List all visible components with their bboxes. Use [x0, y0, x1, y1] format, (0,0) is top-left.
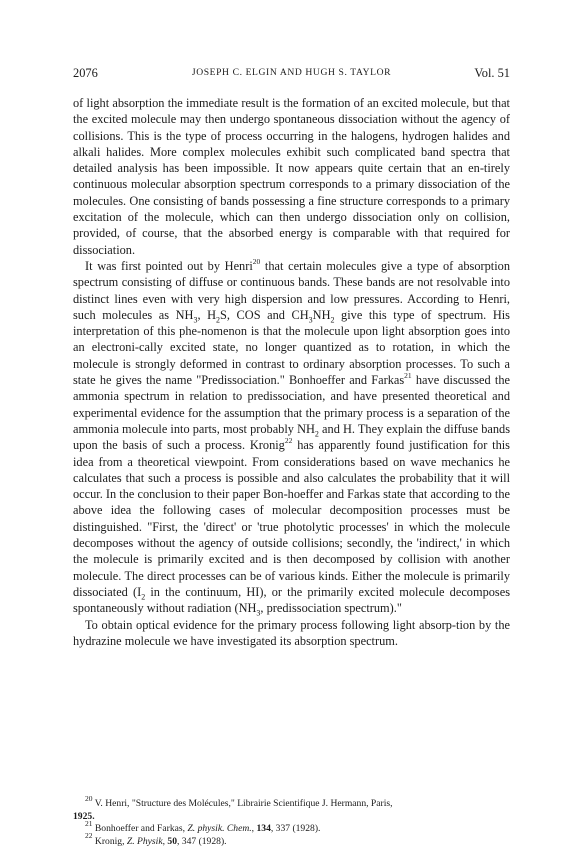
footnote-ref-22[interactable]: 22	[284, 436, 293, 446]
subscript: 2	[216, 315, 221, 325]
running-head: JOSEPH C. ELGIN AND HUGH S. TAYLOR	[191, 67, 392, 78]
footnote-21	[73, 818, 510, 836]
paragraph-text: To obtain optical evidence for the primary process following light absorp-tion by the hydrazine molecule we have investigated its absorption spectrum.	[73, 617, 510, 648]
footnote-20	[73, 793, 510, 811]
subscript: 3	[193, 315, 198, 325]
footnote-22	[73, 831, 510, 849]
footnote-ref-20[interactable]: 20	[252, 256, 261, 266]
page-number: 2076	[73, 66, 98, 80]
paragraph-text: and H. They explain the diffuse bands upon the basis of such a process. Kronig	[73, 421, 511, 453]
subscript: 2	[141, 592, 146, 602]
paragraph-2	[73, 258, 510, 617]
paragraph-text: NH	[312, 307, 331, 322]
footnote-text: ,	[251, 823, 257, 834]
volume-label: Vol. 51	[474, 66, 510, 80]
footnote-text: Bonhoeffer and Farkas,	[92, 823, 188, 834]
subscript: 2	[314, 429, 319, 439]
footnotes	[73, 793, 510, 848]
paragraph-text: has apparently found justification for this idea from a theoretical viewpoint. From considerations based on wave mechanics he calculates that such a process is possible and also calculates the probability that it will occur. In the conclusion to their paper Bon-hoeffer and Farkas state that according to the above idea the following cases of molecular decomposition processes must be distinguished. "First, the 'direct' or 'true photolytic processes' in which the molecule decomposes without the agency of outside collisions; secondly, the 'indirect,' in which the molecule is primarily excited and is then decomposed by collision with another molecule. The direct processes can be of various kinds. Either the molecule is primarily dissociated (I	[73, 438, 510, 599]
footnote-text: , 347 (1928).	[176, 835, 227, 847]
journal-name: Z. Physik	[126, 835, 163, 847]
paragraph-text: , predissociation spectrum)."	[260, 601, 402, 616]
subscript: 2	[330, 315, 335, 325]
subscript: 3	[256, 608, 261, 618]
page-header	[73, 66, 510, 82]
paragraph-1	[73, 95, 510, 258]
footnote-text: , 337 (1928).	[270, 823, 321, 834]
footnote-ref-21[interactable]: 21	[404, 370, 412, 380]
paragraph-text: S, COS and CH	[220, 307, 309, 322]
paragraph-text: have discussed the ammonia spectrum in relation to predissociation, and have presented theoretical and experimental evidence for the assumption that the primary process is a separation of the ammonia molecule into parts, most probably NH	[73, 373, 510, 436]
footnote-number: 22	[85, 831, 93, 841]
footnote-text: ,	[162, 835, 168, 847]
paragraph-3	[73, 617, 510, 650]
footnote-20-year: 1925.	[73, 810, 95, 822]
paragraph-text: in the continuum, HI), or the primarily excited molecule decomposes spontaneously without radiation (NH	[73, 584, 510, 616]
footnote-text: V. Henri, "Structure des Molécules," Librairie Scientifique J. Hermann, Paris,	[92, 798, 393, 809]
footnote-number: 21	[85, 818, 93, 828]
volume-number: 134	[256, 823, 271, 834]
paragraph-text: , H	[197, 307, 217, 322]
journal-name: Z. physik. Chem.	[187, 823, 252, 834]
footnote-text: Kronig,	[92, 835, 127, 847]
paragraph-text: of light absorption the immediate result is the formation of an excited molecule, but that the excited molecule may then undergo spontaneous dissociation without the agency of collisions. This is the type of process occurring in the halogens, hydrogen halides and alkali halides. More complex molecules exhibit such complicated band spectra that detailed analysis has been impossible. It now appears quite certain that an en-tirely continuous molecular absorption spectrum corresponds to a primary dissociation of the molecules. One consisting of bands possessing a fine structure corresponds to a primary excitation of the molecule, which can then undergo dissociation only on collision, provided, of course, that the absorbed energy is comparable with that required for dissociation.	[73, 96, 510, 257]
paragraph-text: give this type of spectrum. His interpretation of this phe-nomenon is that the molecule upon light absorption goes into an electroni-cally excited state, no longer quantized as to rotation, in which the molecule is strongly deformed in contrast to ordinary absorption processes. To such a state he gives the name "Predissociation." Bonhoeffer and Farkas	[73, 307, 510, 388]
article-body	[73, 95, 510, 649]
paragraph-text: that certain molecules give a type of absorption spectrum consisting of diffuse or continuous bands. These bands are not resolvable into distinct lines even with very high dispersion and low pressures. According to Henri, such molecules as NH	[73, 258, 510, 322]
paragraph-text: It was first pointed out by Henri	[85, 258, 253, 273]
subscript: 3	[308, 315, 313, 325]
volume-number: 50	[167, 835, 177, 847]
footnote-number: 20	[85, 793, 93, 803]
